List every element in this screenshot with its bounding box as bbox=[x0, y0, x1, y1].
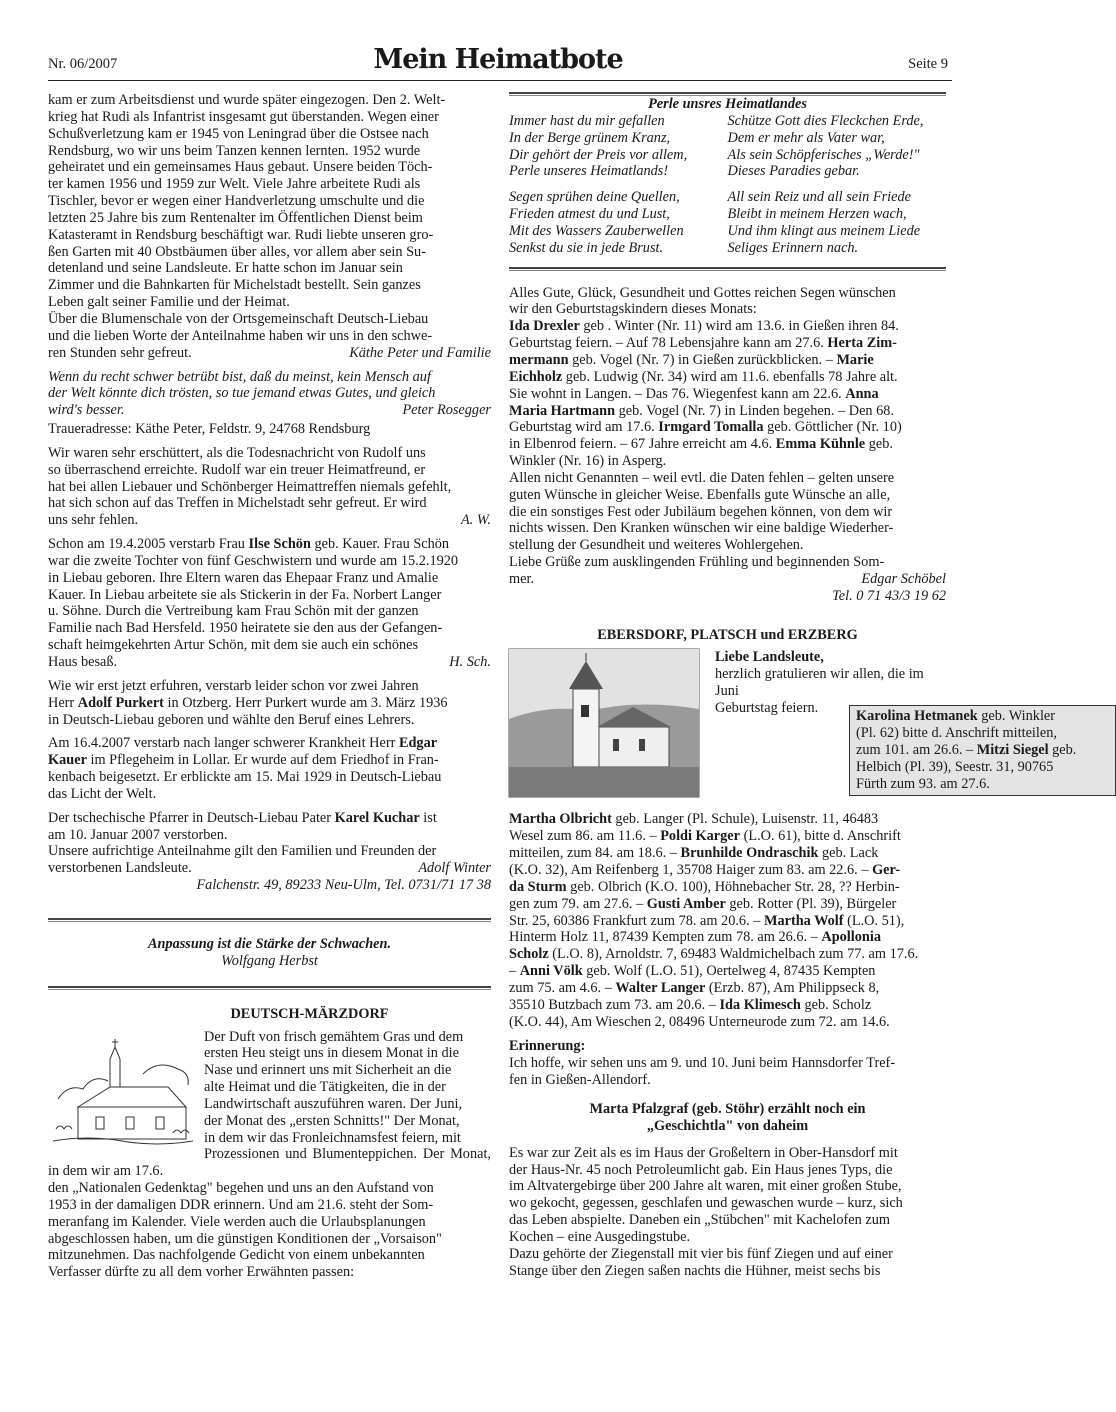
text-line: Rendsburg, wo wir uns beim Tanzen kennen lernten. 1952 wurde bbox=[48, 142, 421, 159]
text-line bbox=[509, 318, 946, 335]
text-line: detenland und seine Landsleute. Er hatte schon im Januar sein bbox=[48, 260, 403, 277]
person-name: Apollonia bbox=[821, 929, 881, 946]
text-line: in Deutsch-Liebau geboren und wählte den Beruf eines Lehrers. bbox=[48, 711, 415, 728]
text-fragment: Wesel zum 86. am 11.6. – bbox=[509, 828, 661, 845]
verse: Seliges Erinnern nach. bbox=[727, 239, 859, 256]
masthead: Mein Heimatbote bbox=[373, 44, 623, 75]
text-line: Es war zur Zeit als es im Haus der Großeltern in Ober-Hansdorf mit bbox=[509, 1144, 898, 1161]
text-fragment: geb. bbox=[1048, 742, 1077, 759]
text-line bbox=[509, 335, 946, 352]
text-line: so überraschend erreichte. Rudolf war ein treuer Heimatfreund, er bbox=[48, 461, 426, 478]
text-line: Familie nach Bad Hersfeld. 1950 heiratete sie den aus der Gefangen- bbox=[48, 620, 443, 637]
text-line: Katasteramt in Rendsburg beschäftigt war. Rudi liebte unseren gro- bbox=[48, 226, 434, 243]
text-fragment: in Otzberg. Herr Purkert wurde am 3. März 1936 bbox=[163, 694, 448, 711]
poem-block bbox=[509, 96, 946, 257]
obituary-kauer bbox=[48, 735, 491, 802]
text-fragment: geb. Göttlicher (Nr. 10) bbox=[763, 419, 902, 436]
text-line bbox=[48, 695, 491, 712]
section-title: DEUTSCH-MÄRZDORF bbox=[230, 1005, 389, 1022]
text-line: Ich hoffe, wir sehen uns am 9. und 10. Juni beim Hannsdorfer Tref- bbox=[509, 1055, 896, 1072]
text-fragment: Hinterm Holz 11, 87439 Kempten zum 78. am 26.6. – bbox=[509, 929, 822, 946]
text-line: schaft heimgekehrten Artur Schön, mit dem sie auch ein schönes bbox=[48, 637, 419, 654]
text-fragment: (Erzb. 87), Am Philippseck 8, bbox=[705, 979, 880, 996]
text-fragment: (K.O. 44), Am Wieschen 2, 08496 Unterneurode zum 72. am 14.6. bbox=[509, 1013, 890, 1030]
text-line: nichts wissen. Den Kranken wünschen wir eine baldige Wiederher- bbox=[509, 520, 894, 537]
person-name: Kauer bbox=[48, 752, 87, 769]
text-fragment: geb. Rotter (Pl. 39), Bürgeler bbox=[725, 895, 897, 912]
person-name: Martha Olbricht bbox=[509, 811, 612, 828]
text-line: der Haus-Nr. 45 noch Petroleumlicht gab. Ein Haus jenes Typs, die bbox=[509, 1161, 893, 1178]
text-fragment: Schon am 19.4.2005 verstarb Frau bbox=[48, 536, 249, 553]
text-line bbox=[509, 997, 946, 1014]
text-line: Wie wir erst jetzt erfuhren, verstarb leider schon vor zwei Jahren bbox=[48, 677, 419, 694]
text-fragment: geb. Scholz bbox=[800, 996, 872, 1013]
text-fragment: Herr bbox=[48, 694, 78, 711]
text-line: abgeschlossen haben, um die günstigen Konditionen der „Vorsaison" bbox=[48, 1230, 442, 1247]
verse: Immer hast du mir gefallen bbox=[509, 112, 665, 129]
highlight-box bbox=[849, 705, 1116, 795]
text-line bbox=[509, 419, 946, 436]
text-line bbox=[509, 352, 946, 369]
text-line: Dazu gehörte der Ziegenstall mit vier bis fünf Ziegen und auf einer bbox=[509, 1245, 893, 1262]
person-name: Brunhilde Ondraschik bbox=[680, 845, 819, 862]
text-line bbox=[509, 828, 946, 845]
text-line bbox=[509, 913, 946, 930]
text-line: der Monat des „ersten Schnitts!" Der Monat, bbox=[204, 1112, 460, 1129]
person-name: Herta Zim- bbox=[827, 335, 897, 352]
poem-column-2 bbox=[728, 113, 947, 180]
person-name: Ida Klimesch bbox=[719, 996, 801, 1013]
text-line: Prozessionen und Blumenteppichen. Der Monat, in dem wir am 17.6. bbox=[48, 1146, 491, 1180]
poem-stanzas-1 bbox=[509, 113, 946, 180]
text-line: u. Söhne. Durch die Vertreibung kam Frau Schön mit der ganzen bbox=[48, 603, 419, 620]
person-name: Anna bbox=[845, 385, 879, 402]
text-line: Liebe Grüße zum ausklingenden Frühling und beginnenden Som- bbox=[509, 554, 885, 571]
text-line: am 10. Januar 2007 verstorben. bbox=[48, 826, 228, 843]
text-line: Kauer. In Liebau arbeitete sie als Stickerin in der Fa. Norbert Langer bbox=[48, 586, 442, 603]
text-line: herzlich gratulieren wir allen, die im Juni bbox=[715, 666, 924, 700]
text-line: Alles Gute, Glück, Gesundheit und Gottes reichen Segen wünschen bbox=[509, 284, 896, 301]
verse: Dem er mehr als Vater war, bbox=[727, 129, 885, 146]
text-line: Über die Blumenschale von der Ortsgemeinschaft Deutsch-Liebau bbox=[48, 310, 429, 327]
text-line bbox=[509, 845, 946, 862]
person-name: Ida Drexler bbox=[509, 318, 580, 335]
text-line: ßen Garten mit 40 Obstbäumen über alles, vor allem aber sein Su- bbox=[48, 243, 426, 260]
text-line: in Liebau geboren. Ihre Eltern waren das Ehepaar Franz und Amalie bbox=[48, 569, 439, 586]
text-fragment: in Elbenrod feiern. – 67 Jahre erreicht am 4.6. bbox=[509, 436, 776, 453]
verse: Senkst du sie in jede Brust. bbox=[509, 239, 664, 256]
poem-column-1 bbox=[509, 113, 728, 180]
text-line: alte Heimat und die Tätigkeiten, die in der bbox=[204, 1079, 446, 1096]
text-line bbox=[509, 811, 946, 828]
page-header bbox=[48, 44, 948, 80]
obituary-rudi bbox=[48, 92, 491, 362]
story-text bbox=[509, 1145, 946, 1280]
text-fragment: geb. Kauer. Frau Schön bbox=[310, 536, 450, 553]
person-name: mermann bbox=[509, 351, 569, 368]
text-fragment: geb . Winter (Nr. 11) wird am 13.6. in Gießen ihren 84. bbox=[579, 318, 899, 335]
person-name: Martha Wolf bbox=[763, 912, 844, 929]
text-line: hat sich schon auf das Treffen in Michelstadt sehr gefreut. Er wird bbox=[48, 495, 427, 512]
section-rule bbox=[48, 918, 491, 922]
motto-block bbox=[48, 936, 491, 970]
text-fragment: mitteilen, zum 84. am 18.6. – bbox=[509, 845, 681, 862]
rosegger-quote bbox=[48, 369, 491, 420]
text-line: den „Nationalen Gedenktag" begehen und uns an den Aufstand von bbox=[48, 1180, 434, 1197]
verse: Dir gehört der Preis vor allem, bbox=[509, 146, 688, 163]
text-line bbox=[48, 752, 491, 769]
text-fragment: mer. bbox=[509, 570, 535, 587]
person-name: Anni Völk bbox=[519, 963, 583, 980]
person-name: Edgar bbox=[398, 735, 438, 752]
text-line: Zimmer und die Bahnkarten für Michelstadt bestellt. Sein ganzes bbox=[48, 277, 421, 294]
text-line: das Leben abspielte. Daneben ein „Stübchen" mit Kachelofen zum bbox=[509, 1212, 890, 1229]
text-fragment: Sie wohnt in Langen. – Das 76. Wiegenfest kann am 22.6. bbox=[509, 385, 846, 402]
ebersdorf-intro bbox=[509, 649, 1077, 809]
text-line: wo gekocht, gegessen, geschlafen und gewaschen wurde – kurz, sich bbox=[509, 1195, 903, 1212]
person-name: da Sturm bbox=[509, 878, 567, 895]
text-line: und die lieben Worte der Anteilnahme haben wir uns in den schwe- bbox=[48, 327, 433, 344]
quote-line: Wenn du recht schwer betrübt bist, daß du meinst, kein Mensch auf bbox=[48, 368, 431, 385]
text-fragment: (L.O. 8), Arnoldstr. 7, 69483 Waldmichelbach zum 77. am 17.6. bbox=[548, 946, 919, 963]
text-fragment: geb. Vogel (Nr. 7) in Linden begehen. – Den 68. bbox=[615, 402, 895, 419]
text-fragment: geb. Ludwig (Nr. 34) wird am 11.6. ebenfalls 78 Jahre alt. bbox=[562, 368, 898, 385]
verse: Bleibt in meinem Herzen wach, bbox=[727, 206, 907, 223]
text-line: Kochen – eine Ausgedingstube. bbox=[509, 1228, 691, 1245]
text-line bbox=[509, 963, 946, 980]
person-name: Eichholz bbox=[509, 368, 563, 385]
verse: Segen sprühen deine Quellen, bbox=[509, 189, 680, 206]
mourning-address: Traueradresse: Käthe Peter, Feldstr. 9, 24768 Rendsburg bbox=[48, 421, 371, 438]
text-line bbox=[48, 512, 491, 529]
text-line: Winkler (Nr. 16) in Asperg. bbox=[509, 453, 667, 470]
text-line bbox=[509, 436, 946, 453]
text-line: Geburtstag feiern. bbox=[715, 700, 819, 716]
text-line: 1953 in der damaligen DDR erinnern. Und am 21.6. steht der Som- bbox=[48, 1196, 434, 1213]
person-name: Karolina Hetmanek bbox=[856, 708, 978, 725]
text-fragment: (K.O. 32), Am Reifenberg 1, 35708 Haiger zum 83. am 22.6. – bbox=[509, 862, 873, 878]
text-line: Leben galt seiner Familie und der Heimat. bbox=[48, 294, 290, 311]
text-fragment: geb. Langer (Pl. Schule), Luisenstr. 11, 46483 bbox=[611, 811, 879, 828]
person-name: Maria Hartmann bbox=[509, 402, 616, 419]
text-line bbox=[48, 810, 491, 827]
text-line bbox=[509, 946, 946, 963]
text-line bbox=[48, 345, 491, 362]
text-fragment: geb. Winkler bbox=[977, 708, 1056, 725]
greeting-title: Liebe Landsleute, bbox=[715, 649, 824, 666]
text-line: Unsere aufrichtige Anteilnahme gilt den Familien und Freunden der bbox=[48, 843, 437, 860]
text-line bbox=[509, 879, 946, 896]
text-line: ersten Heu steigt uns in diesem Monat in die bbox=[204, 1045, 459, 1062]
maerzdorf-wrap bbox=[48, 1029, 491, 1147]
person-name: Karel Kuchar bbox=[334, 809, 420, 826]
text-line bbox=[48, 735, 491, 752]
text-line bbox=[509, 386, 946, 403]
person-name: Poldi Karger bbox=[660, 828, 740, 845]
obituary-kuchar bbox=[48, 810, 491, 894]
text-line: Tischler, bevor er wegen einer Handverletzung umschulte und die bbox=[48, 193, 425, 210]
text-line: stellung der Gesundheit und weiteres Wohlergehen. bbox=[509, 537, 804, 554]
motto-author: Wolfgang Herbst bbox=[221, 952, 318, 969]
issue-number: Nr. 06/2007 bbox=[48, 56, 118, 72]
text-fragment: Geburtstag wird am 17.6. bbox=[509, 419, 659, 436]
signature: H. Sch. bbox=[449, 654, 491, 670]
person-name: Scholz bbox=[509, 946, 549, 963]
text-line: Schußverletzung kam er 1945 von Leningrad über die Ostsee nach bbox=[48, 125, 429, 142]
text-line: Stange über den Ziegen saßen nachts die Hühner, meist sechs bis bbox=[509, 1262, 881, 1279]
text-line bbox=[856, 742, 1109, 759]
text-line: Nase und erinnert uns mit Sicherheit an die bbox=[204, 1062, 452, 1079]
text-fragment: geb. Olbrich (K.O. 100), Höhnebacher Str. 28, ?? Herbin- bbox=[566, 878, 900, 895]
text-fragment: Str. 25, 60386 Frankfurt zum 78. am 20.6. – bbox=[509, 912, 764, 929]
text-line: letzten 25 Jahre bis zum Rentenalter im Öffentlichen Dienst beim bbox=[48, 209, 423, 226]
section-rule bbox=[509, 267, 946, 271]
text-line: Allen nicht Genannten – weil evtl. die Daten fehlen – gelten unsere bbox=[509, 469, 895, 486]
text-fragment: geb. Lack bbox=[818, 845, 879, 862]
text-line bbox=[509, 571, 946, 588]
obituary-ilse bbox=[48, 536, 491, 671]
verse: Mit des Wassers Zauberwellen bbox=[509, 222, 684, 239]
person-name: Marie bbox=[836, 351, 874, 368]
text-fragment: geb. bbox=[865, 436, 893, 453]
person-name: Walter Langer bbox=[615, 979, 706, 996]
text-line: krieg hat Rudi als Infantrist insgesamt gut überstanden. Wegen einer bbox=[48, 108, 439, 125]
text-fragment: zum 75. am 4.6. – bbox=[509, 979, 616, 996]
signature: Peter Rosegger bbox=[402, 402, 491, 419]
section-ebersdorf bbox=[509, 626, 1077, 1089]
left-column bbox=[48, 92, 491, 1281]
text-line bbox=[509, 369, 946, 386]
poem-column-1 bbox=[509, 189, 728, 256]
text-line: geheiratet und ein gemeinsames Haus gebaut. Unsere beiden Töch- bbox=[48, 159, 433, 176]
text-fragment: wird's besser. bbox=[48, 402, 125, 419]
text-line: mitzunehmen. Das nachfolgende Gedicht von einem unbekannten bbox=[48, 1247, 425, 1264]
text-line bbox=[509, 1014, 946, 1031]
text-fragment: geb. Wolf (L.O. 51), Oertelweg 4, 87435 Kempten bbox=[582, 963, 876, 980]
header-rule bbox=[48, 80, 952, 81]
text-line: Der Duft von frisch gemähtem Gras und dem bbox=[204, 1028, 464, 1045]
erinnerung-block bbox=[509, 1038, 946, 1089]
church-photo-icon bbox=[509, 649, 699, 797]
text-line: ter kamen 1956 und 1959 zur Welt. Viele Jahre arbeitete Rudi als bbox=[48, 176, 421, 193]
text-fragment: geb. Vogel (Nr. 7) in Gießen zurückblicken. – bbox=[568, 351, 837, 368]
poem-column-2 bbox=[728, 189, 947, 256]
text-line: kam er zum Arbeitsdienst und wurde später eingezogen. Den 2. Welt- bbox=[48, 92, 446, 108]
obituary-purkert bbox=[48, 678, 491, 729]
text-line bbox=[509, 862, 946, 879]
right-column bbox=[509, 92, 1077, 1279]
text-line bbox=[48, 654, 491, 671]
section-title: EBERSDORF, PLATSCH und ERZBERG bbox=[597, 626, 858, 643]
text-line: hat bei allen Liebauer und Schönberger Heimattreffen niemals gefehlt, bbox=[48, 478, 452, 495]
text-fragment: ist bbox=[419, 809, 437, 826]
text-fragment: (L.O. 61), bitte d. Anschrift bbox=[740, 828, 901, 845]
text-line: guten Wünsche in gleicher Weise. Ebenfalls gute Wünsche an alle, bbox=[509, 486, 891, 503]
motto-text: Anpassung ist die Stärke der Schwachen. bbox=[147, 935, 392, 952]
story-title: „Geschichtla" von daheim bbox=[646, 1117, 809, 1134]
signature: Adolf Winter bbox=[418, 860, 491, 877]
text-line bbox=[856, 708, 1109, 725]
story-title: Marta Pfalzgraf (geb. Stöhr) erzählt noch ein bbox=[589, 1100, 866, 1117]
person-name: Ger- bbox=[872, 862, 901, 878]
text-line: Helbich (Pl. 39), Seestr. 31, 90765 bbox=[856, 759, 1054, 775]
page-number: Seite 9 bbox=[908, 56, 948, 72]
text-line: fen in Gießen-Allendorf. bbox=[509, 1072, 651, 1089]
text-fragment: (L.O. 51), bbox=[843, 912, 905, 929]
text-line bbox=[509, 896, 946, 913]
signature-address: Falchenstr. 49, 89233 Neu-Ulm, Tel. 0731/71 17 38 bbox=[196, 877, 491, 894]
signature: Edgar Schöbel bbox=[861, 570, 946, 587]
verse: In der Berge grünem Kranz, bbox=[509, 129, 671, 146]
text-line: Fürth zum 93. am 27.6. bbox=[856, 775, 990, 792]
text-line bbox=[509, 403, 946, 420]
text-fragment: Geburtstag feiern. – Auf 78 Lebensjahre kann am 27.6. bbox=[509, 335, 828, 352]
verse: Schütze Gott dies Fleckchen Erde, bbox=[727, 112, 924, 129]
signature: Käthe Peter und Familie bbox=[349, 344, 491, 361]
text-fragment: gen zum 79. am 27.6. – bbox=[509, 895, 647, 912]
text-line bbox=[48, 536, 491, 553]
verse: Dieses Paradies gebar. bbox=[727, 163, 860, 180]
text-fragment: Der tschechische Pfarrer in Deutsch-Liebau Pater bbox=[48, 809, 335, 826]
text-line bbox=[48, 860, 491, 877]
text-fragment: Am 16.4.2007 verstarb nach langer schwerer Krankheit Herr bbox=[48, 735, 399, 752]
text-fragment: – bbox=[509, 963, 520, 980]
text-line: Landwirtschaft auszuführen waren. Der Juni, bbox=[204, 1095, 463, 1112]
text-fragment: ren Stunden sehr gefreut. bbox=[48, 344, 192, 361]
verse: Frieden atmest du und Lust, bbox=[509, 206, 670, 223]
section-deutsch-maerzdorf bbox=[48, 1006, 491, 1282]
obituary-rudolf bbox=[48, 445, 491, 529]
text-fragment: uns sehr fehlen. bbox=[48, 512, 139, 529]
text-line: wir den Geburtstagskindern dieses Monats: bbox=[509, 301, 757, 318]
signature: A. W. bbox=[460, 512, 491, 529]
person-name: Irmgard Tomalla bbox=[658, 419, 764, 436]
ebersdorf-list bbox=[509, 811, 946, 1030]
church-sketch-icon bbox=[48, 1029, 196, 1147]
text-line bbox=[509, 980, 946, 997]
quote-line bbox=[48, 402, 491, 419]
text-line: Verfasser dürfte zu all dem vorher Erwähnten passen: bbox=[48, 1264, 355, 1281]
text-line: in dem wir das Fronleichnamsfest feiern, mit bbox=[204, 1129, 461, 1146]
quote-line: der Welt könnte dich trösten, so tue jemand etwas Gutes, und gleich bbox=[48, 385, 436, 402]
text-line: kenbach beigesetzt. Er erblickte am 15. Mai 1929 in Deutsch-Liebau bbox=[48, 769, 442, 786]
text-line: Wir waren sehr erschüttert, als die Todesnachricht von Rudolf uns bbox=[48, 444, 426, 461]
text-line: im Altvatergebirge über 200 Jahre alt waren, mit einer großen Stube, bbox=[509, 1178, 902, 1195]
person-name: Mitzi Siegel bbox=[976, 742, 1049, 759]
person-name: Emma Kühnle bbox=[775, 436, 866, 453]
text-line: meranfang im Kalender. Viele werden auch die Urlaubsplanungen bbox=[48, 1213, 426, 1230]
person-name: Ilse Schön bbox=[248, 536, 311, 553]
person-name: Gusti Amber bbox=[646, 895, 726, 912]
text-fragment: 35510 Butzbach zum 73. am 20.6. – bbox=[509, 996, 720, 1013]
verse: Und ihm klingt aus meinem Liede bbox=[727, 222, 921, 239]
poem-title: Perle unsres Heimatlandes bbox=[648, 96, 807, 112]
verse: Als sein Schöpferisches „Werde!" bbox=[727, 146, 920, 163]
text-fragment: verstorbenen Landsleute. bbox=[48, 860, 192, 877]
signature-phone: Tel. 0 71 43/3 19 62 bbox=[832, 587, 946, 604]
text-fragment: im Pflegeheim in Lollar. Er wurde auf dem Friedhof in Fran- bbox=[86, 752, 439, 769]
section-rule bbox=[48, 986, 491, 990]
text-line: war die zweite Tochter von fünf Geschwistern und wurde am 15.2.1920 bbox=[48, 552, 459, 569]
text-fragment: Haus besaß. bbox=[48, 654, 118, 670]
text-line bbox=[509, 929, 946, 946]
text-line: das Licht der Welt. bbox=[48, 785, 157, 802]
poem-stanzas-2 bbox=[509, 189, 946, 256]
story-block bbox=[509, 1101, 946, 1279]
birthdays-block bbox=[509, 285, 946, 605]
person-name: Adolf Purkert bbox=[77, 694, 164, 711]
text-fragment: zum 101. am 26.6. – bbox=[856, 742, 977, 759]
text-line: die ein sonstiges Fest oder Jubiläum begehen können, von dem wir bbox=[509, 503, 893, 520]
verse: All sein Reiz und all sein Friede bbox=[727, 189, 911, 206]
text-line: (Pl. 62) bitte d. Anschrift mitteilen, bbox=[856, 725, 1057, 742]
verse: Perle unseres Heimatlands! bbox=[509, 163, 669, 180]
erinnerung-title: Erinnerung: bbox=[509, 1038, 586, 1055]
